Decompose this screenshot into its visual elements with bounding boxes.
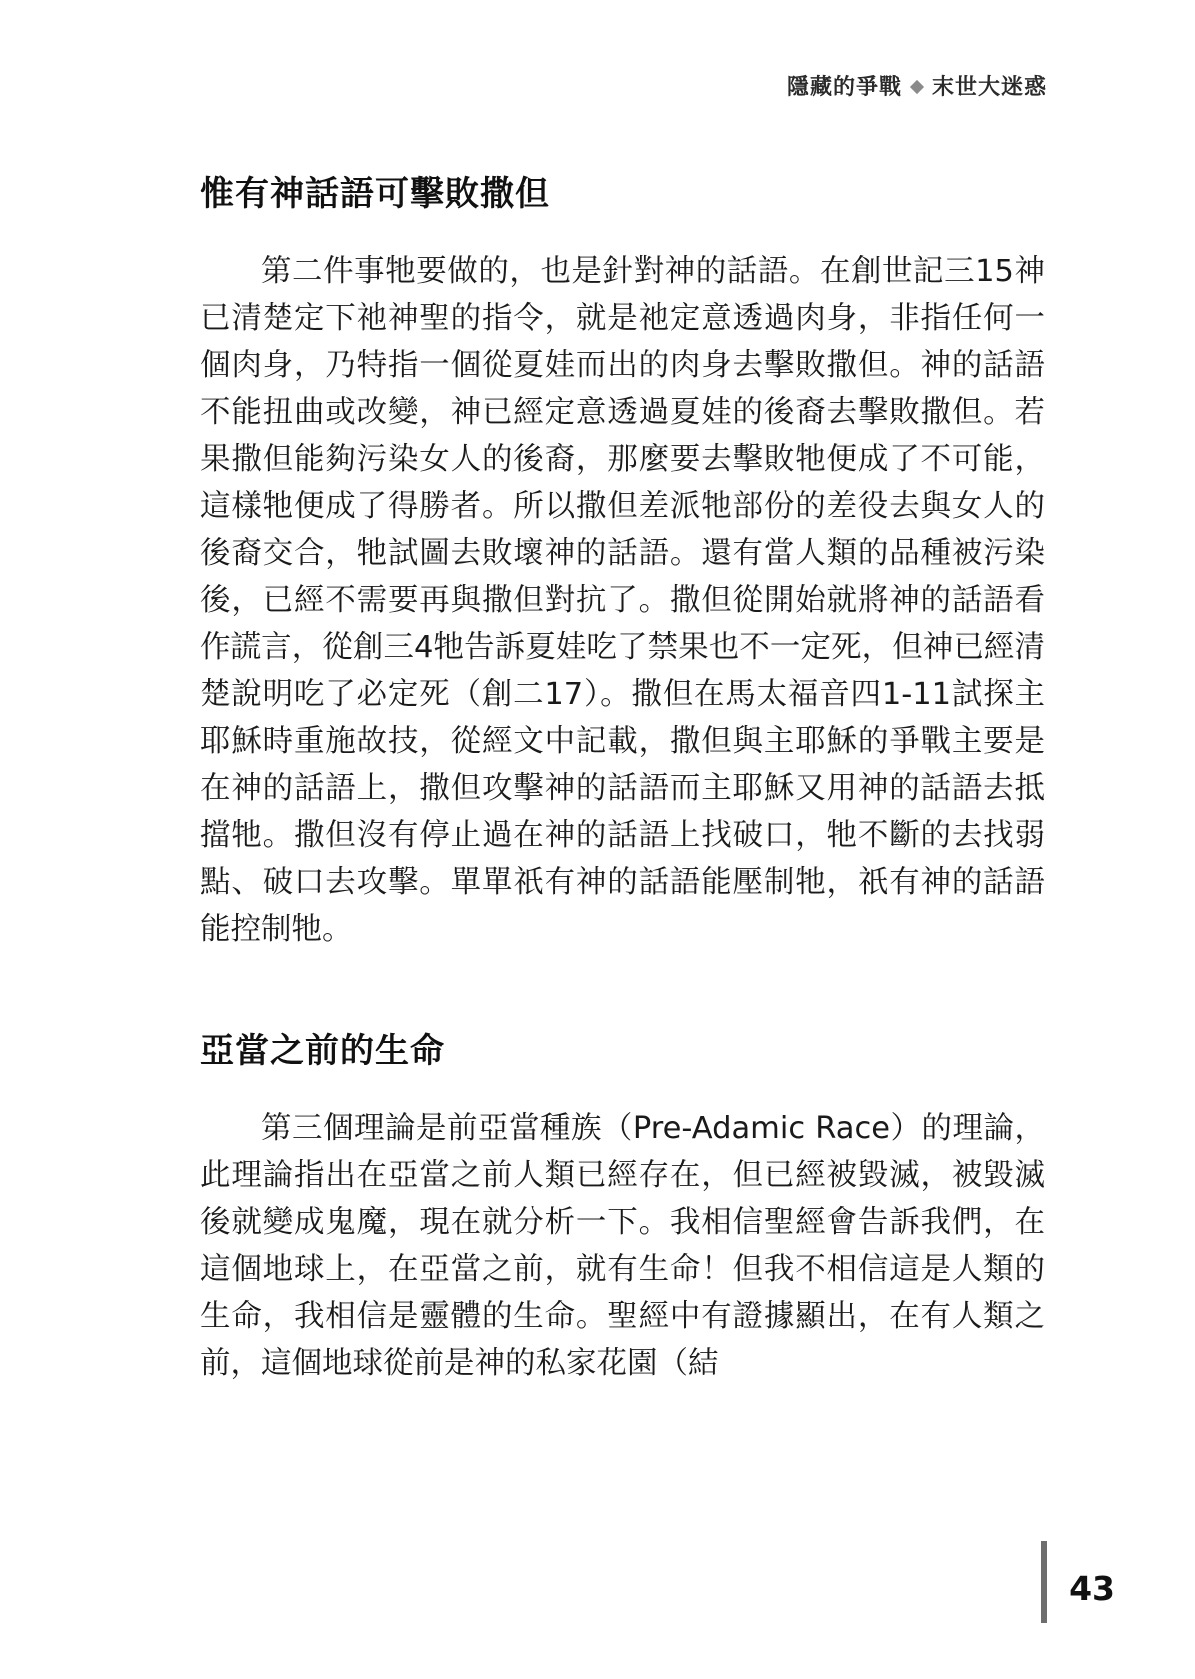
page-number: 43 [1069,1568,1115,1608]
section-heading: 亞當之前的生命 [200,1031,445,1071]
page-footer [1041,1541,1115,1623]
series-title: 末世大迷惑 [931,75,1047,100]
page-body [200,172,1045,1387]
running-header [787,70,1047,101]
section-heading: 惟有神話語可擊敗撒但 [200,174,550,214]
book-title: 隱藏的爭戰 [786,75,902,100]
body-paragraph: 第二件事牠要做的，也是針對神的話語。在創世記三15神已清楚定下祂神聖的指令，就是祂定意透過肉身，非指任何一個肉身，乃特指一個從夏娃而出的肉身去擊敗撒但。神的話語不能扭曲或改變，神已經定意透過夏娃的後裔去擊敗撒但。若果撒但能夠污染女人的後裔，那麼要去擊敗牠便成了不可能，這樣牠便成了得勝者。所以撒但差派牠部份的差役去與女人的後裔交合，牠試圖去敗壞神的話語。還有當人類的品種被污染後，已經不需要再與撒但對抗了。撒但從開始就將神的話語看作謊言，從創三4牠告訴夏娃吃了禁果也不一定死，但神已經清楚說明吃了必定死（創二17）。撒但在馬太福音四1-11試探主耶穌時重施故技，從經文中記載，撒但與主耶穌的爭戰主要是在神的話語上，撒但攻擊神的話語而主耶穌又用神的話語去抵擋牠。撒但沒有停止過在神的話語上找破口，牠不斷的去找弱點、破口去攻擊。單單祇有神的話語能壓制牠，祇有神的話語能控制牠。 [200,254,1045,947]
diamond-separator-icon [910,79,924,93]
body-paragraph: 第三個理論是前亞當種族（Pre-Adamic Race）的理論，此理論指出在亞當之前人類已經存在，但已經被毀滅，被毀滅後就變成鬼魔，現在就分析一下。我相信聖經會告訴我們，在這個地球上，在亞當之前，就有生命！但我不相信這是人類的生命，我相信是靈體的生命。聖經中有證據顯出，在有人類之前，這個地球從前是神的私家花園（結 [200,1111,1045,1381]
page-number-bar [1041,1541,1047,1623]
